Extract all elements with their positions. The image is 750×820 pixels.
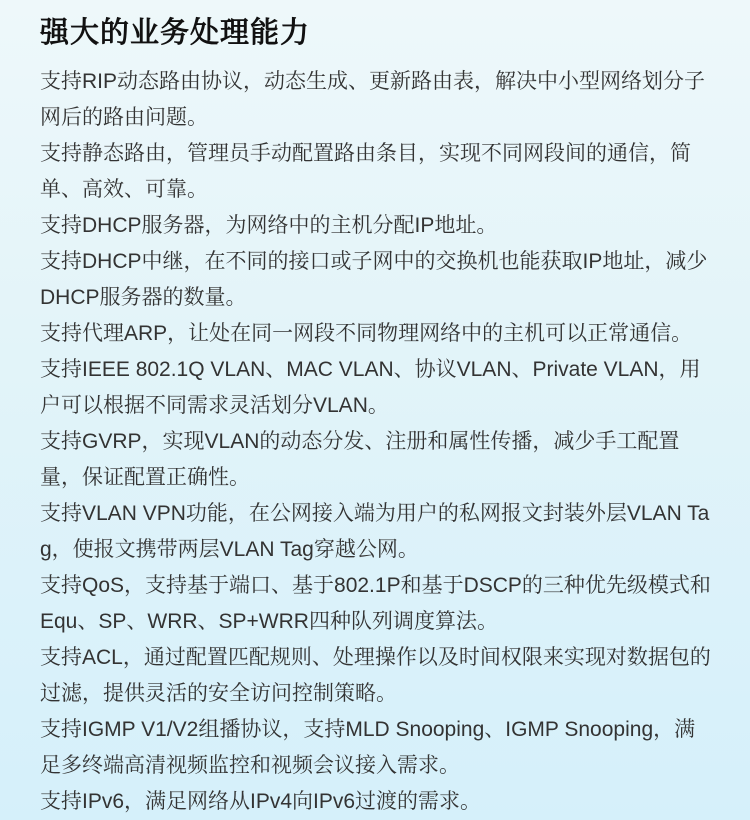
feature-paragraph: 支持静态路由，管理员手动配置路由条目，实现不同网段间的通信，简单、高效、可靠。	[40, 142, 691, 201]
feature-paragraph: 支持VLAN VPN功能，在公网接入端为用户的私网报文封装外层VLAN Tag，使报文携带两层VLAN Tag穿越公网。	[40, 502, 710, 561]
feature-paragraph: 支持GVRP，实现VLAN的动态分发、注册和属性传播，减少手工配置量，保证配置正确性。	[40, 430, 680, 489]
feature-paragraph: 支持RIP动态路由协议，动态生成、更新路由表，解决中小型网络划分子网后的路由问题。	[40, 70, 706, 129]
feature-paragraph: 支持QoS，支持基于端口、基于802.1P和基于DSCP的三种优先级模式和Equ、SP、WRR、SP+WRR四种队列调度算法。	[40, 574, 711, 633]
feature-paragraph: 支持IGMP V1/V2组播协议，支持MLD Snooping、IGMP Snooping，满足多终端高清视频监控和视频会议接入需求。	[40, 718, 696, 777]
feature-paragraph: 支持代理ARP，让处在同一网段不同物理网络中的主机可以正常通信。	[40, 322, 693, 345]
feature-paragraph: 支持IPv6，满足网络从IPv4向IPv6过渡的需求。	[40, 790, 482, 813]
feature-list	[40, 64, 712, 820]
feature-paragraph: 支持ACL，通过配置匹配规则、处理操作以及时间权限来实现对数据包的过滤，提供灵活的安全访问控制策略。	[40, 646, 711, 705]
feature-paragraph: 支持IEEE 802.1Q VLAN、MAC VLAN、协议VLAN、Private VLAN，用户可以根据不同需求灵活划分VLAN。	[40, 358, 701, 417]
feature-paragraph: 支持DHCP服务器，为网络中的主机分配IP地址。	[40, 214, 498, 237]
feature-paragraph: 支持DHCP中继，在不同的接口或子网中的交换机也能获取IP地址，减少DHCP服务器的数量。	[40, 250, 708, 309]
section-title: 强大的业务处理能力	[40, 17, 311, 49]
